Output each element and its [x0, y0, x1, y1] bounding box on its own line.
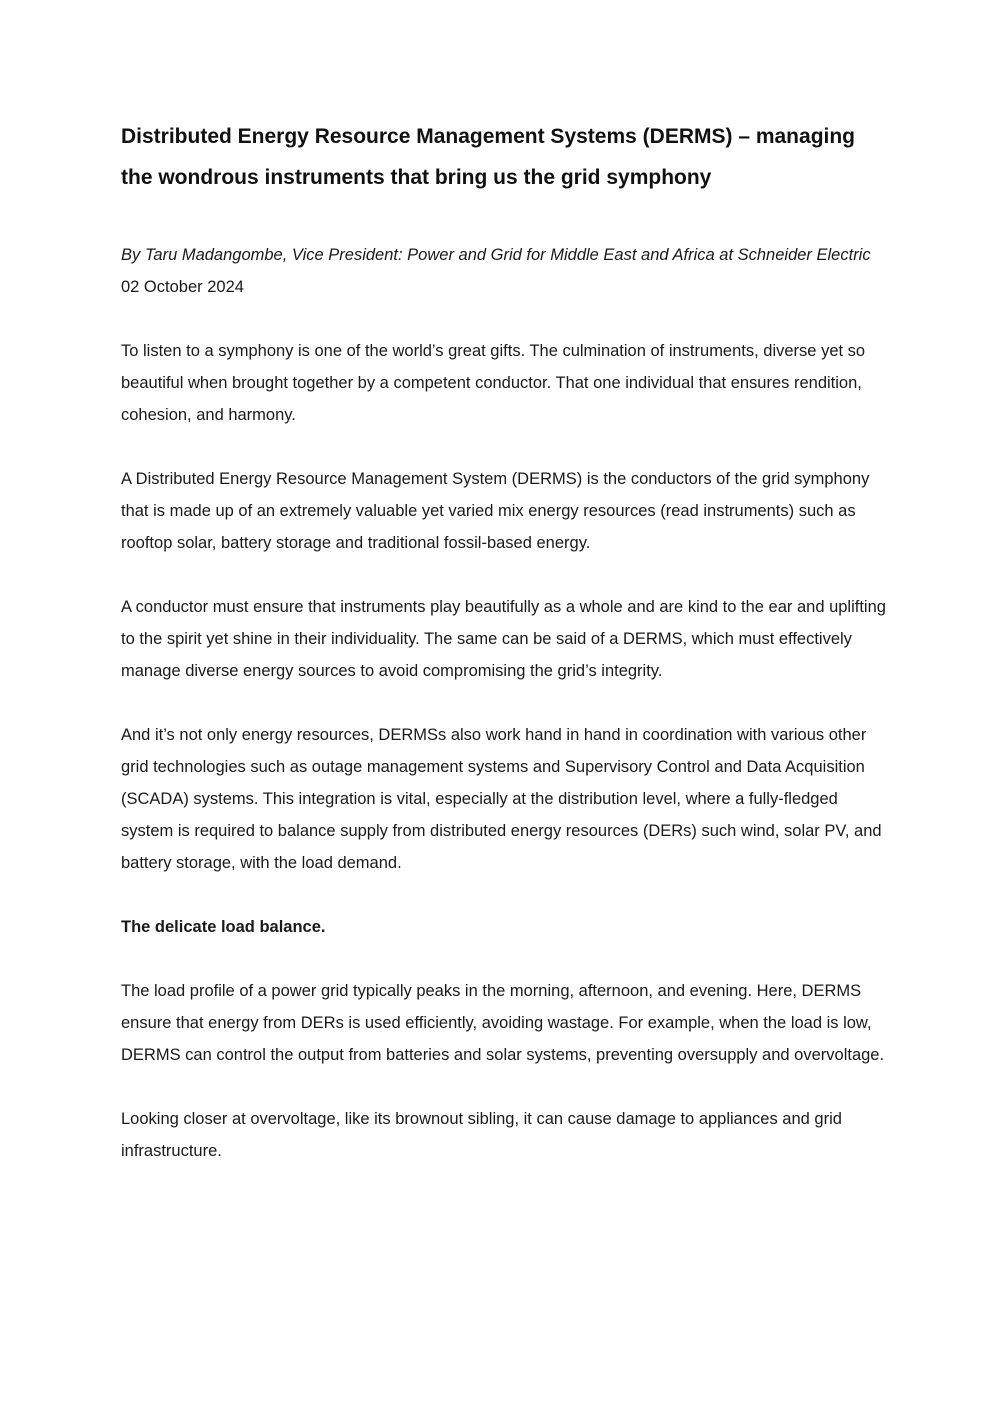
- section-heading: The delicate load balance.: [121, 918, 326, 936]
- body-paragraph: Looking closer at overvoltage, like its brownout sibling, it can cause damage to appliances and grid infrastructure.: [121, 1110, 842, 1160]
- body-paragraph: And it’s not only energy resources, DERMSs also work hand in hand in coordination with various other grid technologies such as outage management systems and Supervisory Control and Data Acquisition (SCADA) systems. This integration is vital, especially at the distribution level, where a fully-fledged system is required to balance supply from distributed energy resources (DERs) such wind, solar PV, and battery storage, with the load demand.: [121, 726, 882, 872]
- publication-date: 02 October 2024: [121, 278, 244, 296]
- author-byline: By Taru Madangombe, Vice President: Power and Grid for Middle East and Africa at Schneider Electric: [121, 246, 871, 264]
- body-paragraph: A Distributed Energy Resource Management System (DERMS) is the conductors of the grid symphony that is made up of an extremely valuable yet varied mix energy resources (read instruments) such as rooftop solar, battery storage and traditional fossil-based energy.: [121, 470, 870, 552]
- body-paragraph: The load profile of a power grid typically peaks in the morning, afternoon, and evening. Here, DERMS ensure that energy from DERs is used efficiently, avoiding wastage. For example, when the load is low, DERMS can control the output from batteries and solar systems, preventing oversupply and overvoltage.: [121, 982, 885, 1064]
- body-paragraph: To listen to a symphony is one of the world’s great gifts. The culmination of instruments, diverse yet so beautiful when brought together by a competent conductor. That one individual that ensures rendition, cohesion, and harmony.: [121, 342, 866, 424]
- body-paragraph: A conductor must ensure that instruments play beautifully as a whole and are kind to the ear and uplifting to the spirit yet shine in their individuality. The same can be said of a DERMS, which must effectively manage diverse energy sources to avoid compromising the grid’s integrity.: [121, 598, 886, 680]
- document-page: [121, 116, 891, 1167]
- article-title: Distributed Energy Resource Management Systems (DERMS) – managing the wondrous instruments that bring us the grid symphony: [121, 125, 856, 189]
